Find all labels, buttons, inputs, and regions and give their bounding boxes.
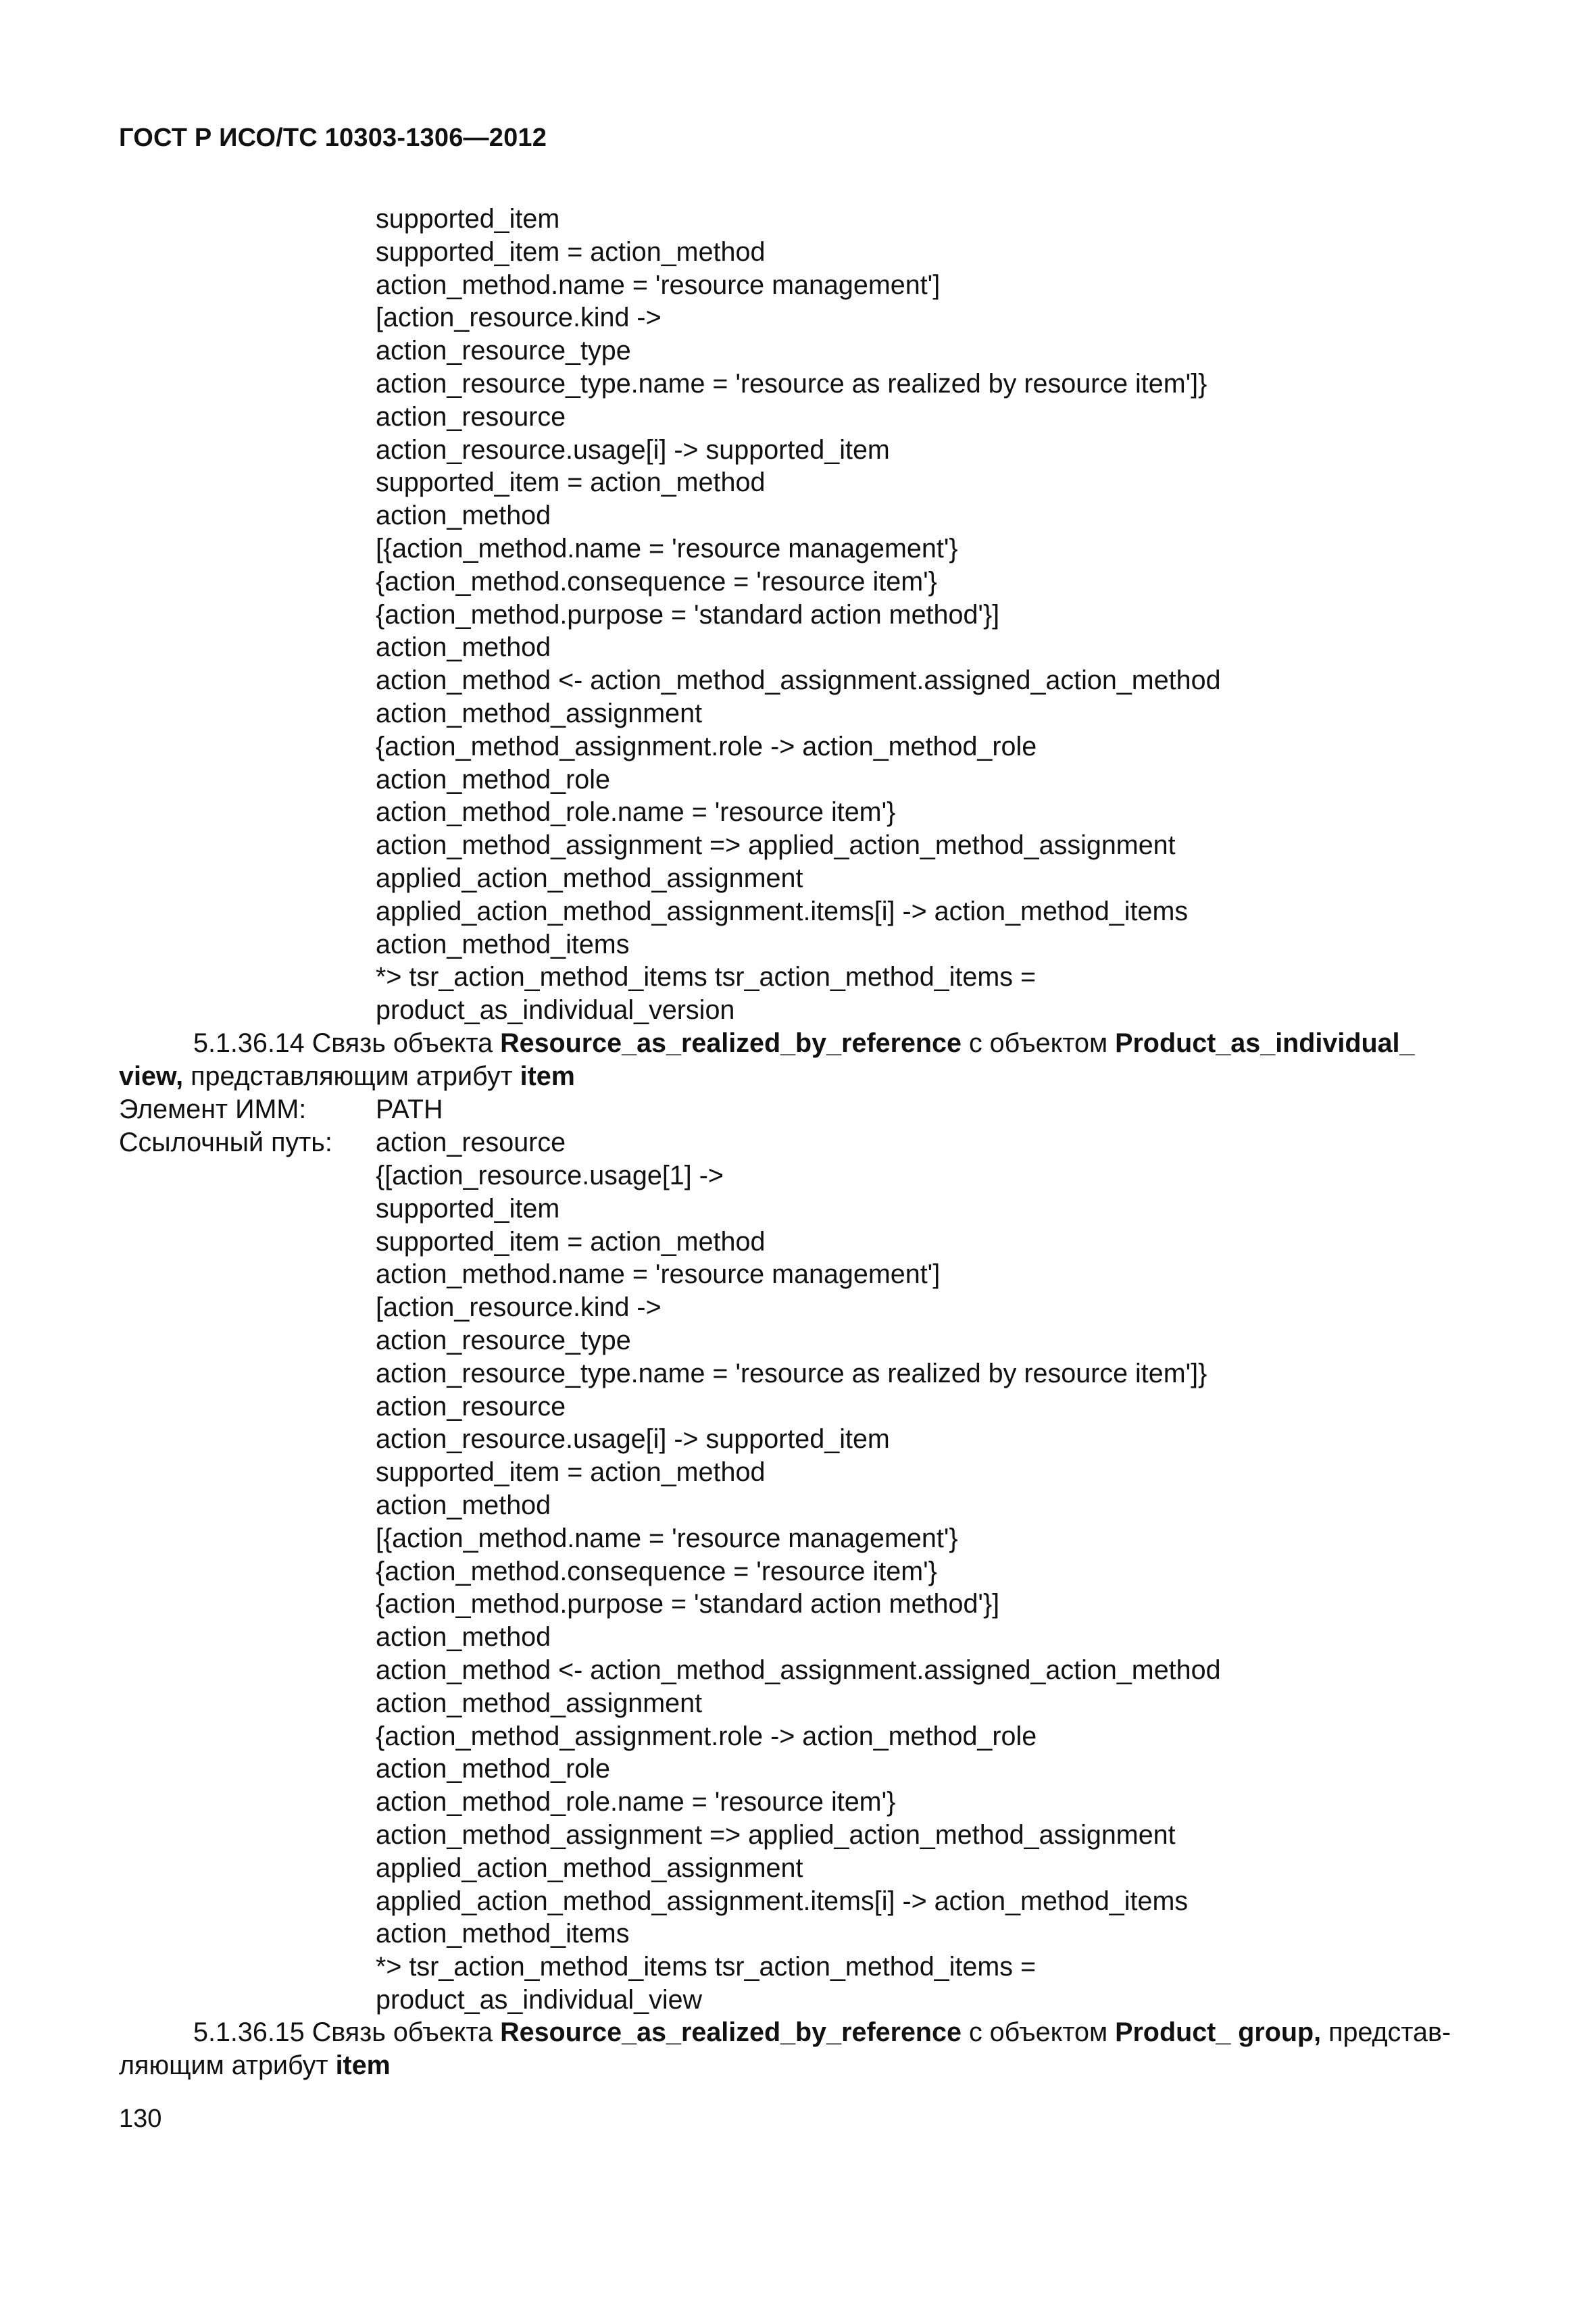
path-line: action_method_assignment => applied_action_method_assignment bbox=[376, 1819, 1176, 1850]
path-line: [{action_method.name = 'resource management'} bbox=[376, 533, 958, 563]
attribute-text-b: ляющим атрибут bbox=[119, 2050, 336, 2080]
path-line: action_method_role.name = 'resource item'} bbox=[376, 1787, 896, 1817]
path-line: {action_method.consequence = 'resource item'} bbox=[376, 566, 937, 597]
path-line: [{action_method.name = 'resource management'} bbox=[376, 1523, 958, 1553]
attribute-text-a: представ- bbox=[1321, 2017, 1451, 2047]
path-line: supported_item = action_method bbox=[376, 1457, 766, 1488]
target-entity-name: Product_ group, bbox=[1115, 2017, 1322, 2047]
path-line: action_method <- action_method_assignment.assigned_action_method bbox=[376, 665, 1221, 696]
path-line: *> tsr_action_method_items tsr_action_method_items = bbox=[376, 962, 1037, 992]
path-line: supported_item bbox=[376, 204, 560, 234]
path-line: {action_method.consequence = 'resource item'} bbox=[376, 1556, 937, 1586]
path-line: {action_method.purpose = 'standard action method'}] bbox=[376, 1589, 1000, 1619]
entity-name: Resource_as_realized_by_reference bbox=[500, 1028, 962, 1058]
path-line: action_resource_type.name = 'resource as realized by resource item']} bbox=[376, 368, 1207, 399]
path-line: action_method bbox=[376, 1490, 551, 1520]
reference-path-row bbox=[119, 1126, 566, 1159]
path-line: action_method_assignment => applied_action_method_assignment bbox=[376, 830, 1176, 861]
document-header: ГОСТ Р ИСО/ТС 10303-1306—2012 bbox=[119, 124, 547, 152]
path-line: product_as_individual_view bbox=[376, 1984, 703, 2015]
path-line: action_resource_type.name = 'resource as realized by resource item']} bbox=[376, 1358, 1207, 1388]
path-line: {action_method_assignment.role -> action_method_role bbox=[376, 1721, 1037, 1751]
path-line: action_method bbox=[376, 501, 551, 531]
attribute-name: item bbox=[520, 1061, 575, 1091]
reference-path-block-1 bbox=[376, 203, 1221, 1027]
path-line: action_method_items bbox=[376, 929, 630, 959]
path-line: [action_resource.kind -> bbox=[376, 1292, 662, 1323]
path-line: applied_action_method_assignment.items[i] -> action_method_items bbox=[376, 1886, 1189, 1916]
path-line: action_method_assignment bbox=[376, 698, 703, 728]
path-line: action_resource bbox=[376, 401, 566, 432]
path-line: applied_action_method_assignment bbox=[376, 1853, 803, 1883]
path-line: action_resource.usage[i] -> supported_item bbox=[376, 434, 890, 465]
path-line: supported_item = action_method bbox=[376, 1226, 766, 1257]
path-line: action_method.name = 'resource management'] bbox=[376, 1259, 941, 1290]
path-line: applied_action_method_assignment.items[i] -> action_method_items bbox=[376, 896, 1189, 926]
target-entity-name-cont: view, bbox=[119, 1061, 184, 1091]
path-line: {[action_resource.usage[1] -> bbox=[376, 1161, 724, 1190]
path-line: action_resource_type bbox=[376, 1325, 631, 1355]
connector-text: с объектом bbox=[961, 1028, 1116, 1058]
path-line: action_method_items bbox=[376, 1919, 630, 1949]
imm-element-row bbox=[119, 1093, 443, 1126]
entity-name: Resource_as_realized_by_reference bbox=[500, 2017, 962, 2047]
path-line: {action_method_assignment.role -> action_method_role bbox=[376, 731, 1037, 761]
section-number: 5.1.36.14 Связь объекта bbox=[193, 1028, 501, 1058]
target-entity-name: Product_as_individual_ bbox=[1115, 1028, 1415, 1058]
reference-path-label: Ссылочный путь: bbox=[119, 1128, 332, 1157]
section-5-1-36-15 bbox=[119, 2016, 1477, 2082]
imm-value: PATH bbox=[376, 1095, 443, 1124]
section-5-1-36-14 bbox=[119, 1027, 1477, 1093]
path-line: action_method <- action_method_assignment.assigned_action_method bbox=[376, 1655, 1221, 1685]
path-line: action_method_role bbox=[376, 764, 610, 795]
connector-text: с объектом bbox=[961, 2017, 1116, 2047]
path-line: action_method_role bbox=[376, 1754, 610, 1784]
reference-path-block-2 bbox=[376, 1159, 1221, 2017]
path-line: action_method_role.name = 'resource item'} bbox=[376, 797, 896, 828]
path-line: [action_resource.kind -> bbox=[376, 303, 662, 333]
imm-label: Элемент ИММ: bbox=[119, 1095, 307, 1124]
path-line: action_method_assignment bbox=[376, 1688, 703, 1718]
path-line: applied_action_method_assignment bbox=[376, 863, 803, 893]
path-line: supported_item = action_method bbox=[376, 236, 766, 267]
path-line: product_as_individual_version bbox=[376, 995, 735, 1026]
path-line: supported_item = action_method bbox=[376, 468, 766, 498]
path-line: action_resource bbox=[376, 1391, 566, 1422]
path-line: action_resource.usage[i] -> supported_item bbox=[376, 1424, 890, 1455]
path-line: action_method bbox=[376, 632, 551, 663]
attribute-text: представляющим атрибут bbox=[183, 1061, 520, 1091]
path-line: {action_method.purpose = 'standard action method'}] bbox=[376, 599, 1000, 630]
attribute-name: item bbox=[335, 2050, 391, 2080]
path-line: *> tsr_action_method_items tsr_action_method_items = bbox=[376, 1952, 1037, 1982]
path-line: action_method.name = 'resource management'] bbox=[376, 270, 941, 300]
path-line: action_resource_type bbox=[376, 336, 631, 366]
path-line: supported_item bbox=[376, 1193, 560, 1224]
page-number: 130 bbox=[119, 2105, 162, 2133]
path-line: action_method bbox=[376, 1622, 551, 1653]
reference-path-first-line: action_resource bbox=[376, 1128, 566, 1157]
section-number: 5.1.36.15 Связь объекта bbox=[193, 2017, 501, 2047]
